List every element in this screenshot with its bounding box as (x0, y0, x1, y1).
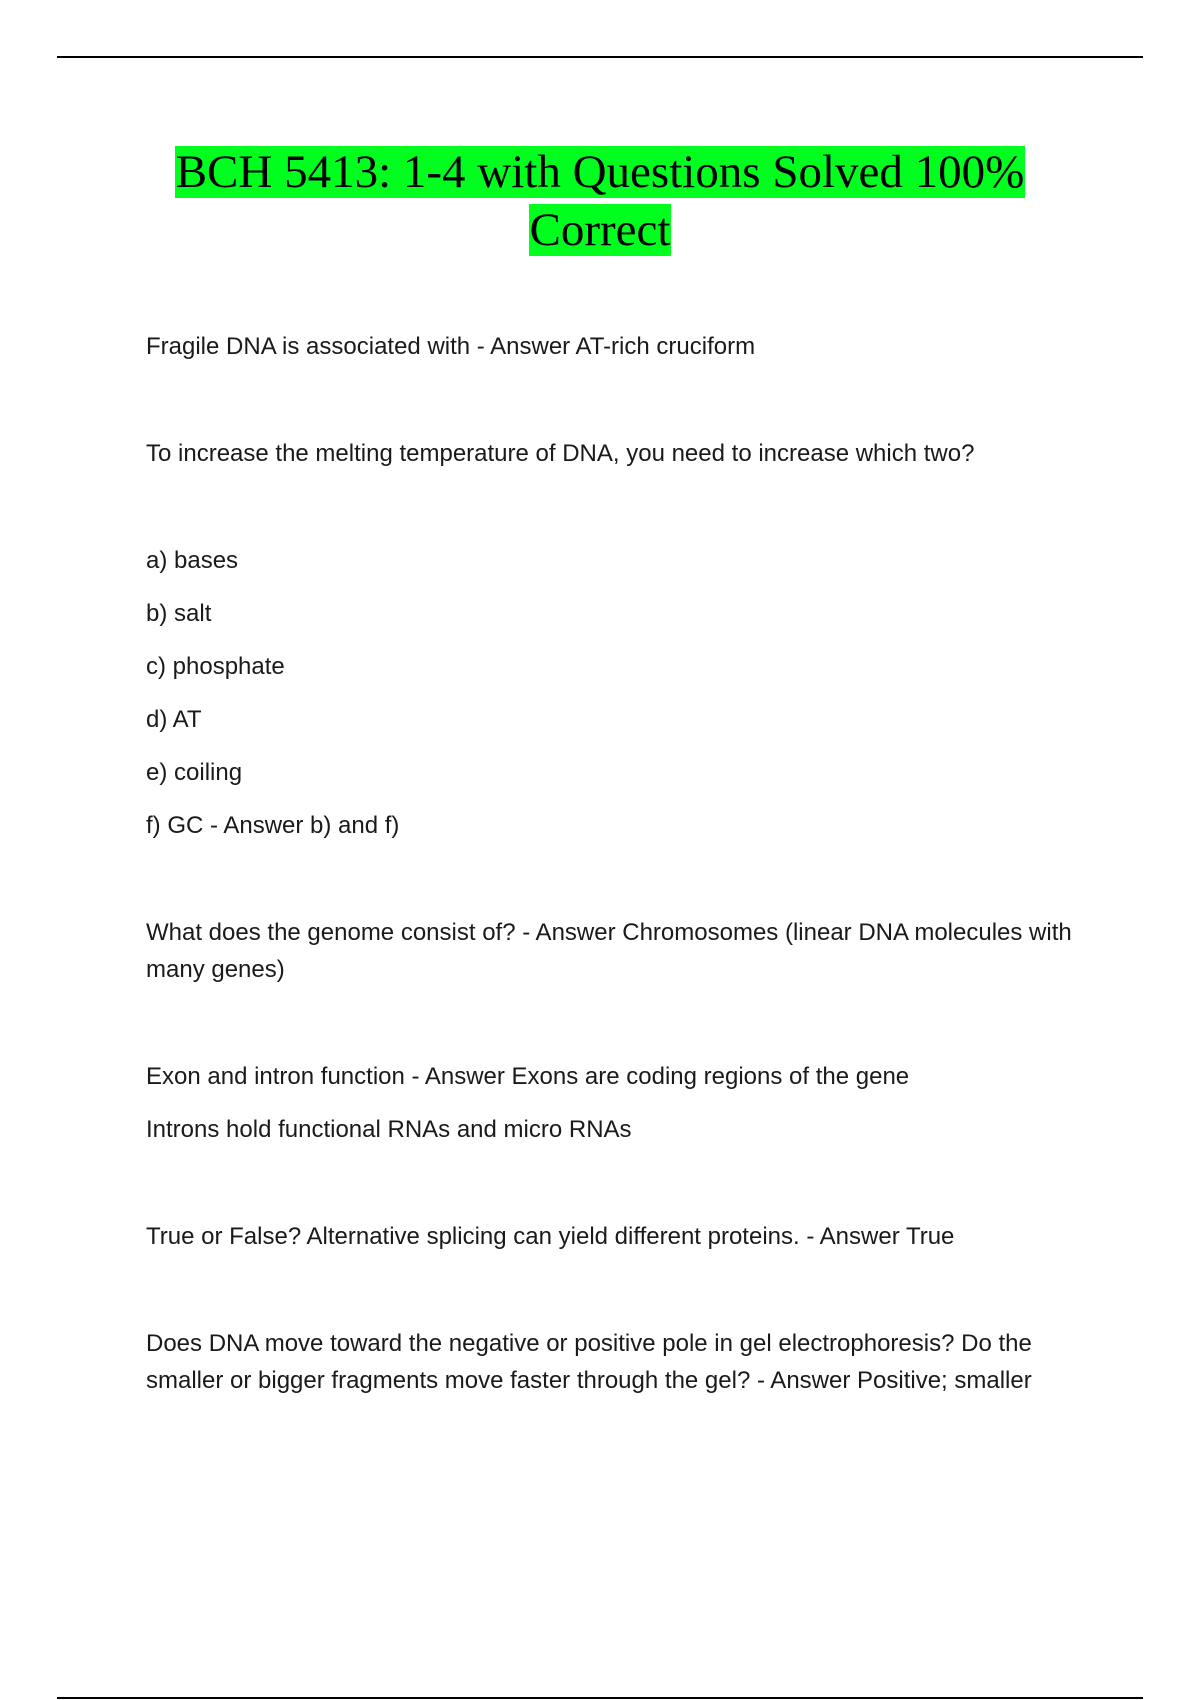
title-line-1: BCH 5413: 1-4 with Questions Solved 100% (175, 146, 1025, 198)
title-line-2: Correct (529, 204, 671, 256)
qa-alternative-splicing: True or False? Alternative splicing can yield different proteins. - Answer True (146, 1223, 955, 1250)
document-body (146, 328, 1096, 1399)
qa-melting-temperature: To increase the melting temperature of DNA, you need to increase which two? (146, 440, 975, 467)
option-f: f) GC - Answer b) and f) (146, 812, 400, 839)
footer-rule (57, 1697, 1143, 1699)
qa-intron-line: Introns hold functional RNAs and micro RNAs (146, 1116, 632, 1143)
qa-genome: What does the genome consist of? - Answer Chromosomes (linear DNA molecules with many genes) (146, 919, 1072, 983)
document-title (57, 143, 1143, 259)
qa-exon-intron: Exon and intron function - Answer Exons are coding regions of the gene (146, 1063, 910, 1090)
answer-options (146, 542, 1096, 844)
qa-fragile-dna: Fragile DNA is associated with - Answer AT-rich cruciform (146, 333, 756, 360)
qa-gel-electrophoresis: Does DNA move toward the negative or positive pole in gel electrophoresis? Do the smaller or bigger fragments move faster through the gel? - Answer Positive; smaller (146, 1330, 1032, 1394)
header-rule (57, 56, 1143, 58)
option-a: a) bases (146, 547, 239, 574)
option-c: c) phosphate (146, 653, 285, 680)
option-e: e) coiling (146, 759, 243, 786)
option-b: b) salt (146, 600, 212, 627)
option-d: d) AT (146, 706, 202, 733)
